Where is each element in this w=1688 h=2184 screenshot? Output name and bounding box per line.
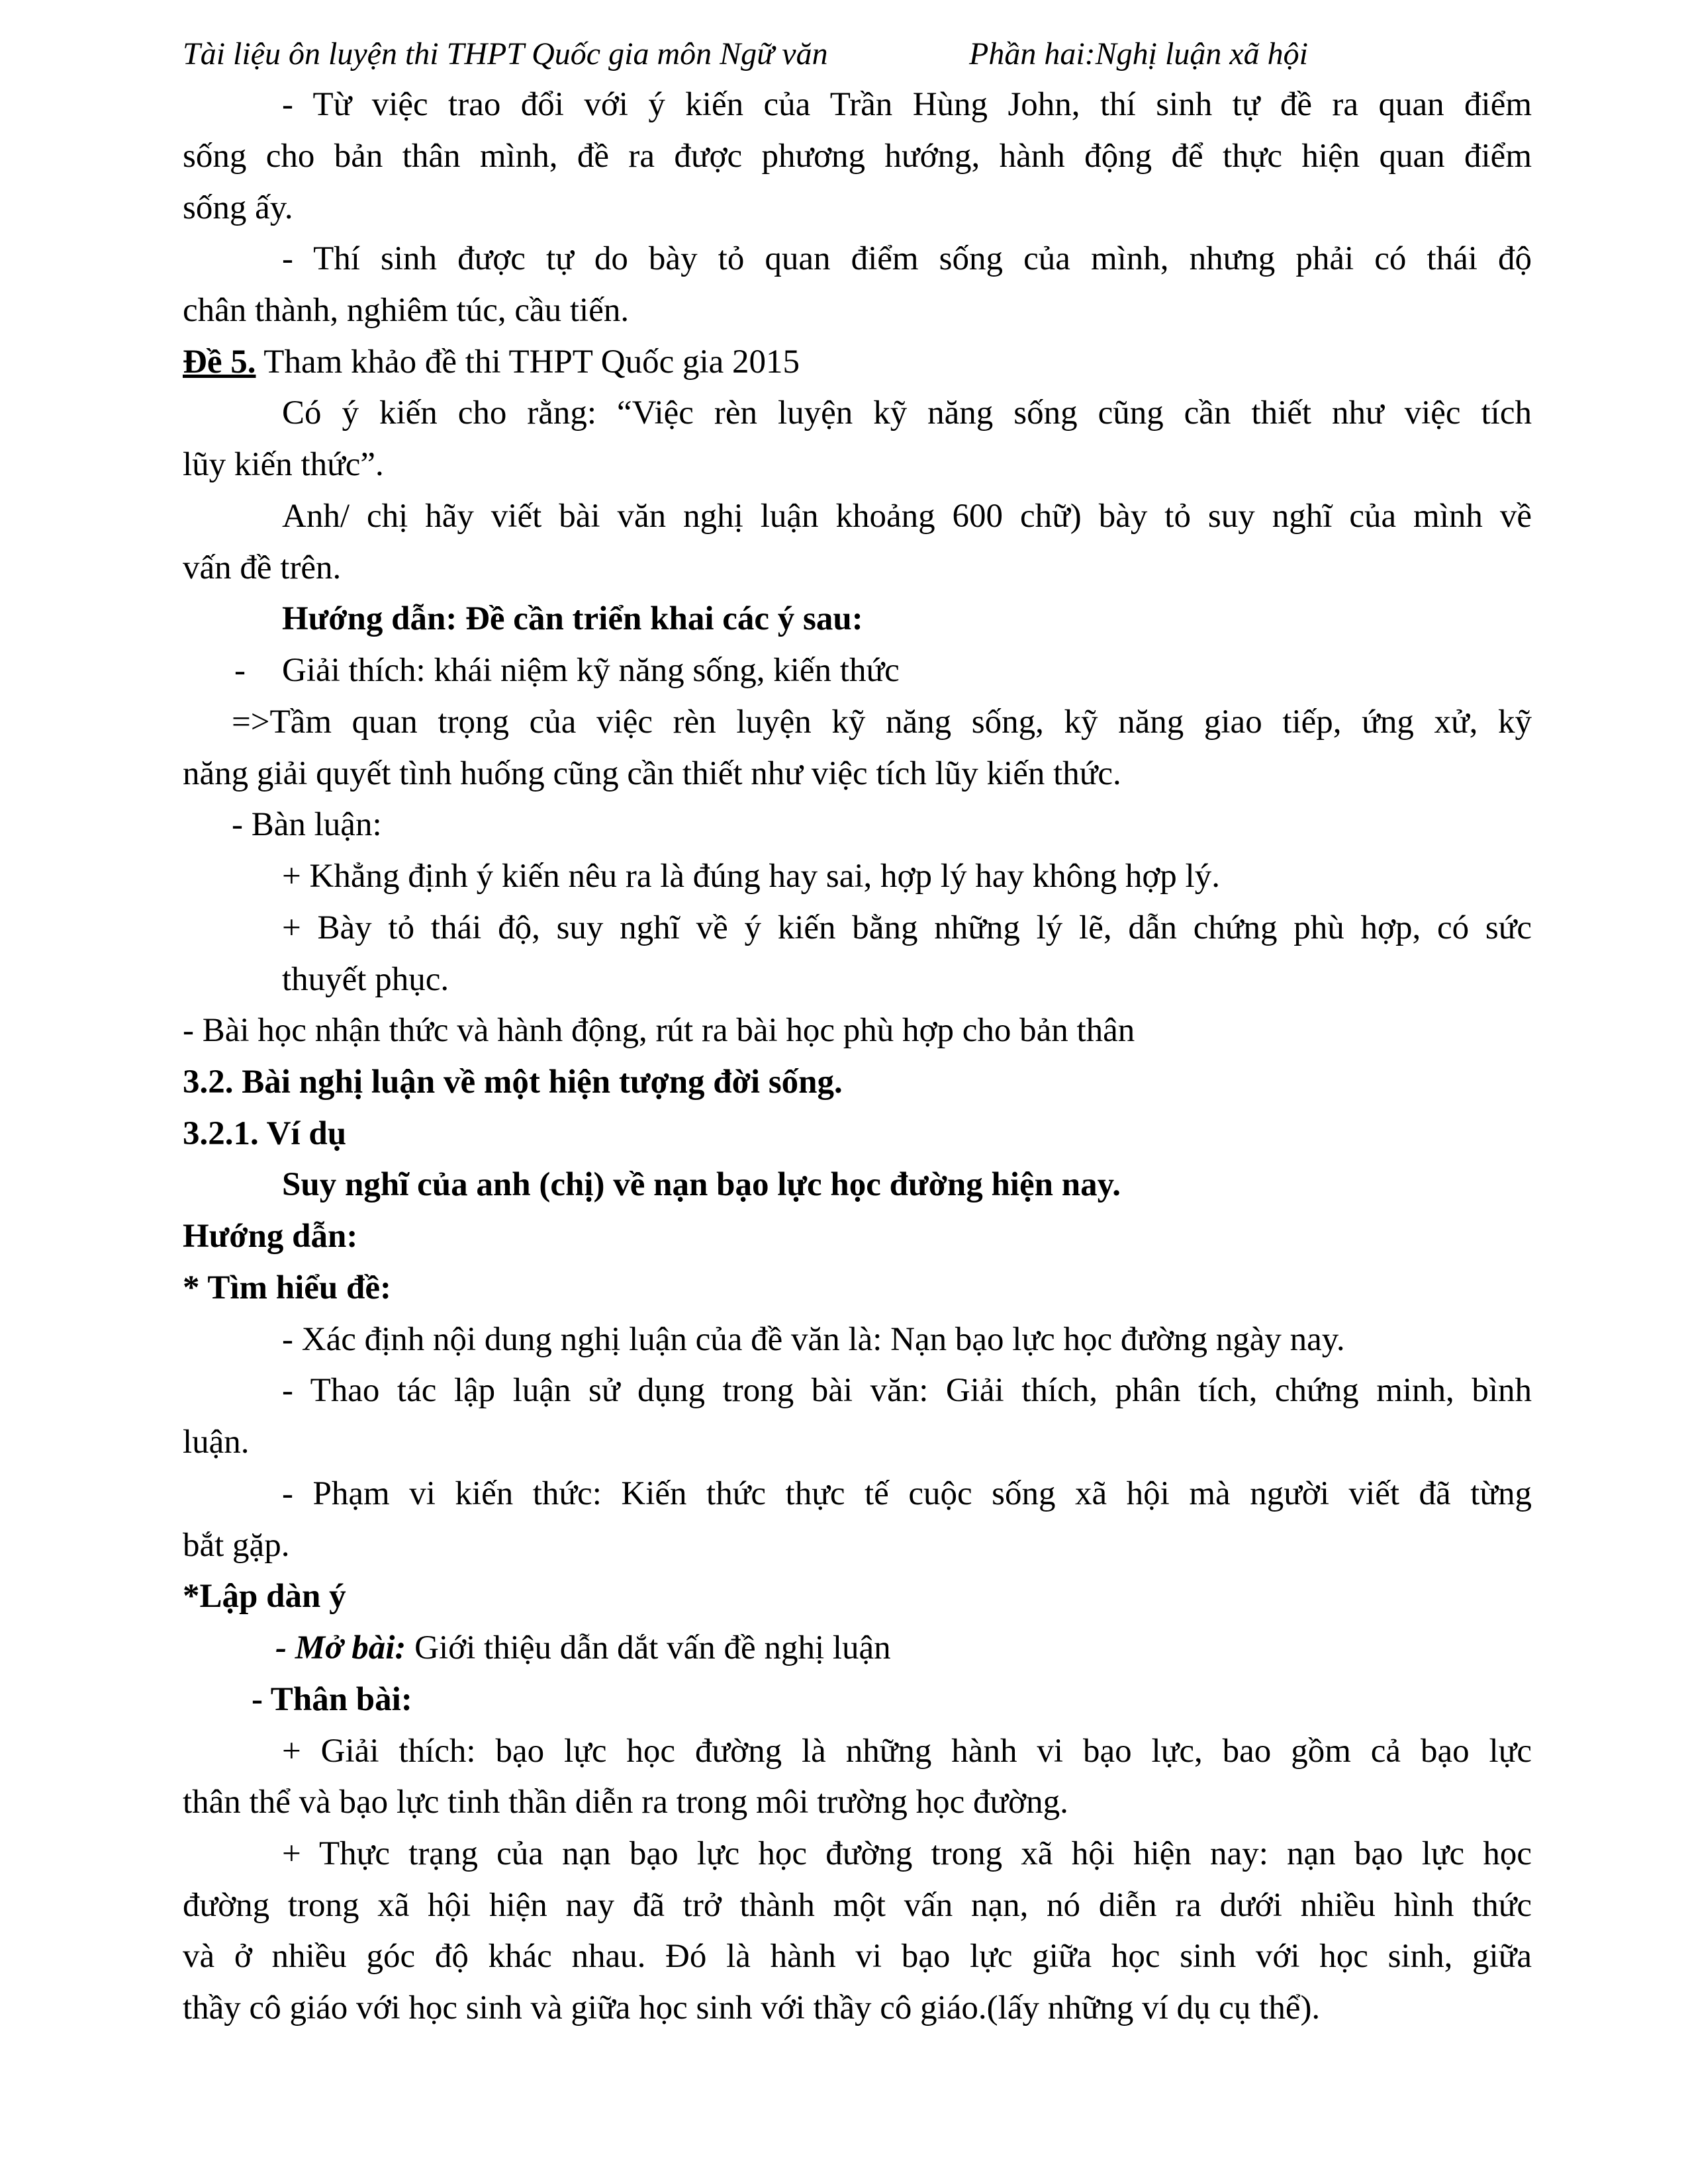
outline-text: Giới thiệu dẫn dắt vấn đề nghị luận — [406, 1629, 891, 1666]
paragraph-line: chân thành, nghiêm túc, cầu tiến. — [183, 292, 630, 329]
outline-item: - Thân bài: — [252, 1681, 412, 1718]
paragraph-line: + Giải thích: bạo lực học đường là những hành vi bạo lực, bao gồm cả bạo lực — [282, 1733, 1532, 1770]
paragraph-line: sống cho bản thân mình, đề ra được phương hướng, hành động để thực hiện quan điểm — [183, 138, 1532, 175]
guide-heading: Hướng dẫn: Đề cần triển khai các ý sau: — [282, 600, 863, 637]
guide-heading: Hướng dẫn: — [183, 1218, 358, 1255]
list-item: - Thao tác lập luận sử dụng trong bài văn: Giải thích, phân tích, chứng minh, bình — [282, 1372, 1532, 1409]
list-item: + Khẳng định ý kiến nêu ra là đúng hay sai, hợp lý hay không hợp lý. — [282, 858, 1220, 895]
paragraph-line: =>Tầm quan trọng của việc rèn luyện kỹ năng sống, kỹ năng giao tiếp, ứng xử, kỹ — [232, 704, 1532, 741]
paragraph-line: năng giải quyết tình huống cũng cần thiết như việc tích lũy kiến thức. — [183, 755, 1121, 792]
subsection-heading: 3.2.1. Ví dụ — [183, 1115, 347, 1152]
paragraph-line: thân thể và bạo lực tinh thần diễn ra trong môi trường học đường. — [183, 1784, 1068, 1821]
paragraph-line: đường trong xã hội hiện nay đã trở thành một vấn nạn, nó diễn ra dưới nhiều hình thức — [183, 1887, 1532, 1924]
list-item: luận. — [183, 1424, 250, 1461]
outline-item — [275, 1631, 891, 1665]
paragraph-line: thầy cô giáo với học sinh và giữa học sinh với thầy cô giáo.(lấy những ví dụ cụ thể). — [183, 1989, 1321, 2026]
list-dash: - — [234, 652, 246, 689]
list-item: - Phạm vi kiến thức: Kiến thức thực tế cuộc sống xã hội mà người viết đã từng — [282, 1475, 1532, 1512]
paragraph-line: lũy kiến thức”. — [183, 446, 384, 483]
paragraph-line: vấn đề trên. — [183, 549, 342, 586]
list-item: thuyết phục. — [282, 961, 449, 998]
paragraph-line: và ở nhiều góc độ khác nhau. Đó là hành vi bạo lực giữa học sinh với học sinh, giữa — [183, 1938, 1532, 1975]
header-right: Phần hai:Nghị luận xã hội — [969, 36, 1308, 71]
paragraph-line: - Thí sinh được tự do bày tỏ quan điểm sống của mình, nhưng phải có thái độ — [282, 240, 1532, 277]
list-item: + Bày tỏ thái độ, suy nghĩ về ý kiến bằng những lý lẽ, dẫn chứng phù hợp, có sức — [282, 909, 1532, 946]
paragraph-line: - Từ việc trao đổi với ý kiến của Trần Hùng John, thí sinh tự đề ra quan điểm — [282, 86, 1532, 123]
exercise-label: Đề 5. — [183, 343, 256, 381]
paragraph-line: sống ấy. — [183, 189, 293, 226]
list-item: bắt gặp. — [183, 1527, 290, 1564]
list-item: - Bài học nhận thức và hành động, rút ra bài học phù hợp cho bản thân — [183, 1012, 1135, 1049]
exercise-title: Tham khảo đề thi THPT Quốc gia 2015 — [256, 343, 800, 381]
paragraph-line: Anh/ chị hãy viết bài văn nghị luận khoảng 600 chữ) bày tỏ suy nghĩ của mình về — [282, 498, 1532, 535]
step-heading: * Tìm hiểu đề: — [183, 1269, 392, 1306]
paragraph-line: + Thực trạng của nạn bạo lực học đường trong xã hội hiện nay: nạn bạo lực học — [282, 1835, 1532, 1872]
example-topic: Suy nghĩ của anh (chị) về nạn bạo lực học đường hiện nay. — [282, 1166, 1121, 1203]
section-heading: 3.2. Bài nghị luận về một hiện tượng đời sống. — [183, 1064, 843, 1101]
paragraph-line: Có ý kiến cho rằng: “Việc rèn luyện kỹ năng sống cũng cần thiết như việc tích — [282, 394, 1532, 432]
exercise-heading — [183, 345, 800, 379]
step-heading: *Lập dàn ý — [183, 1578, 346, 1615]
list-item: - Bàn luận: — [232, 806, 382, 843]
list-item: Giải thích: khái niệm kỹ năng sống, kiến thức — [282, 652, 900, 689]
header-left: Tài liệu ôn luyện thi THPT Quốc gia môn Ngữ văn — [183, 36, 828, 71]
outline-label: - Mở bài: — [275, 1629, 406, 1666]
list-item: - Xác định nội dung nghị luận của đề văn là: Nạn bạo lực học đường ngày nay. — [282, 1321, 1345, 1358]
